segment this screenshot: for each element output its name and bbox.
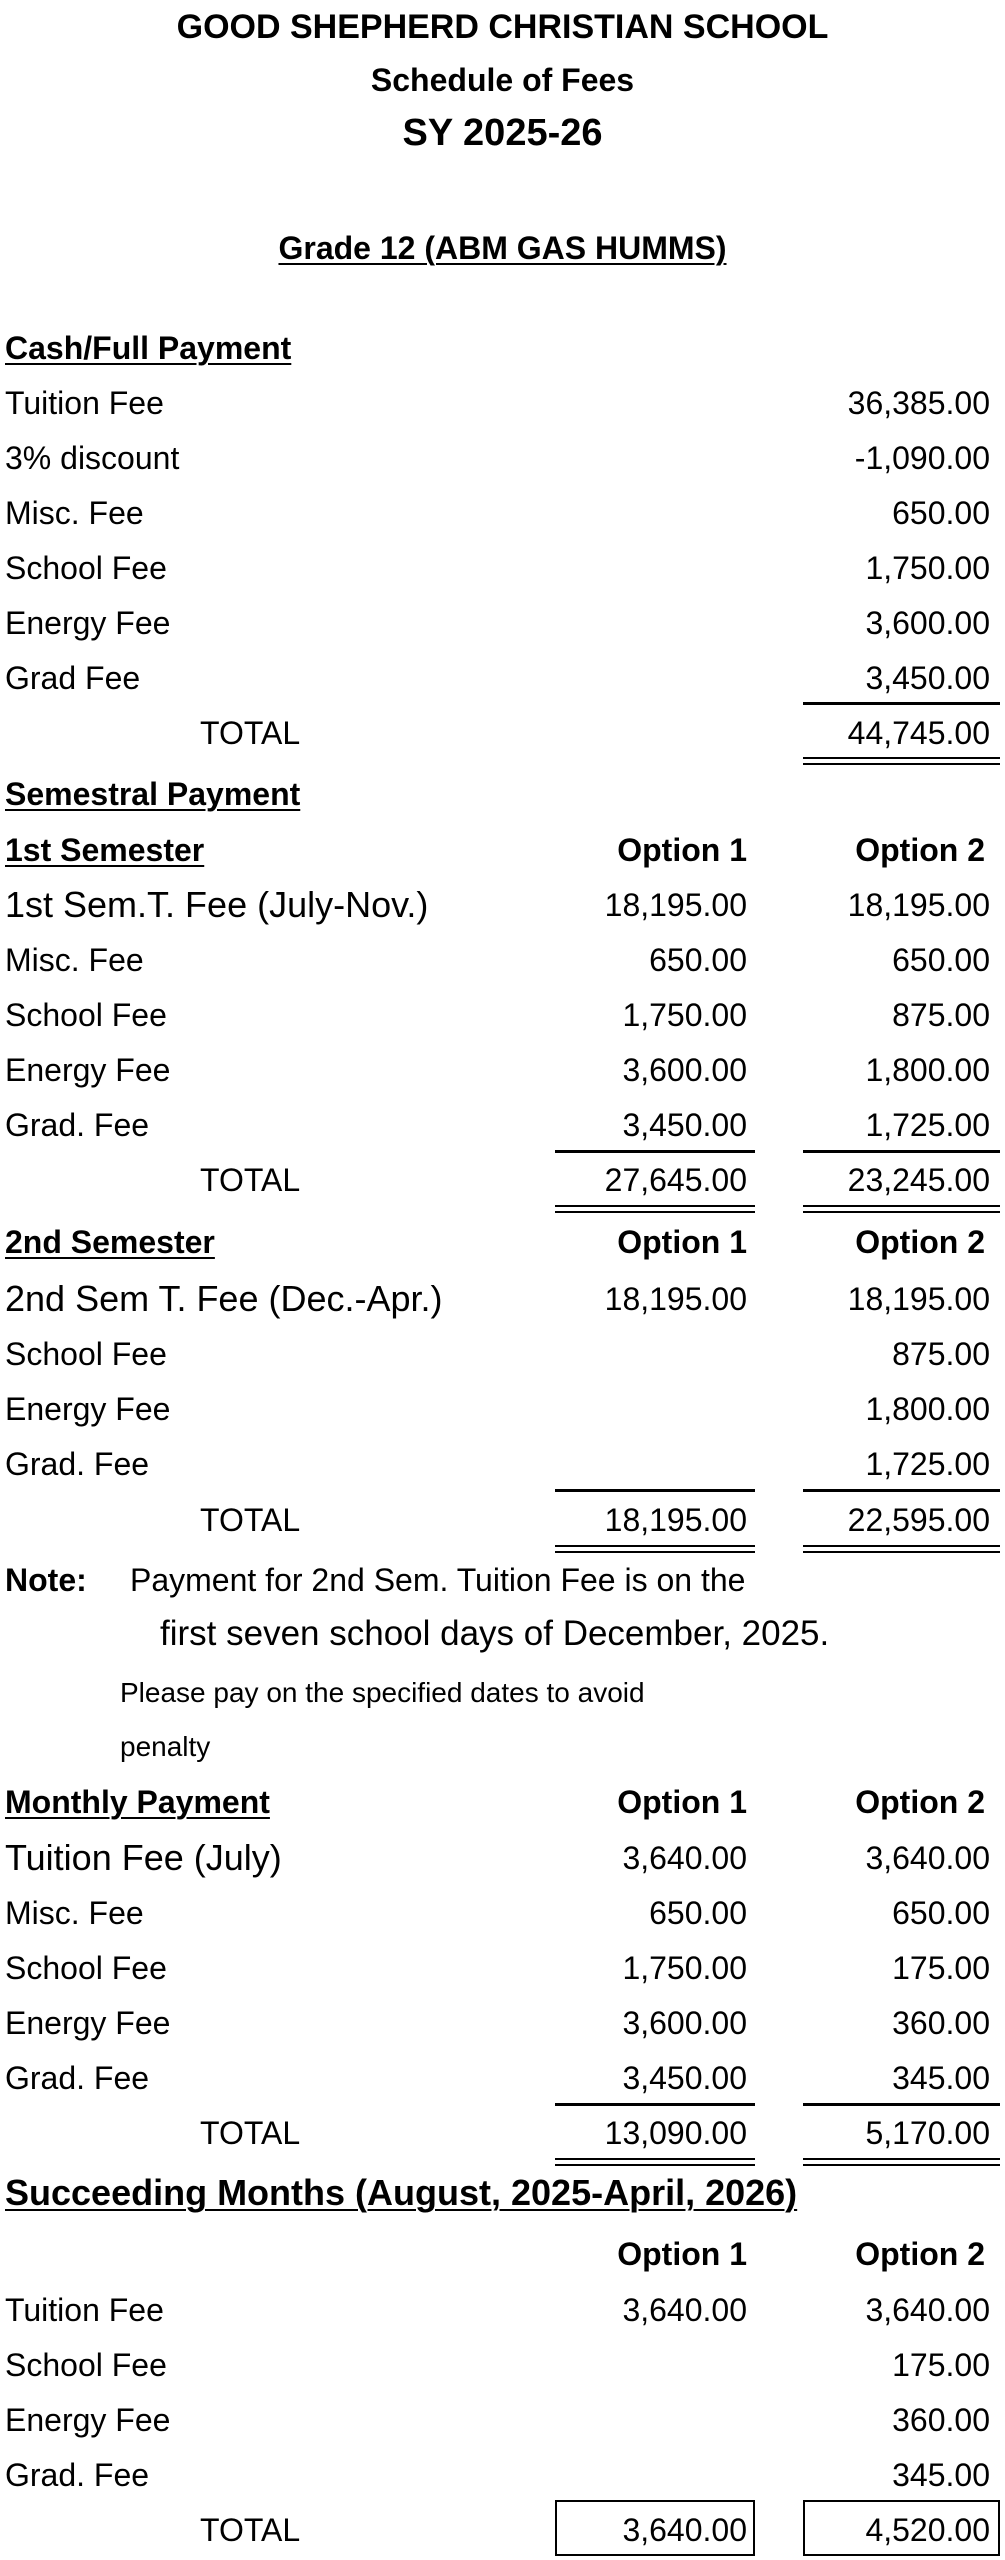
subtotal-rule — [555, 1489, 755, 1492]
monthly-option1-header: Option 1 — [617, 1784, 747, 1820]
sem1-row-option1: 3,450.00 — [622, 1107, 747, 1143]
sem2-row-option2: 18,195.00 — [847, 1281, 990, 1317]
sem1-row-label: 1st Sem.T. Fee (July-Nov.) — [5, 884, 429, 925]
sem2-row-label: Energy Fee — [5, 1391, 171, 1427]
sem2-total-option1: 18,195.00 — [604, 1502, 747, 1538]
cash-row-value: 650.00 — [892, 495, 990, 531]
cash-row-label: 3% discount — [5, 440, 180, 476]
monthly-total-option2: 5,170.00 — [865, 2115, 990, 2151]
succeeding-row-option2: 175.00 — [892, 2347, 990, 2383]
sem2-row-label: 2nd Sem T. Fee (Dec.-Apr.) — [5, 1278, 443, 1319]
succeeding-total-option2: 4,520.00 — [865, 2512, 990, 2548]
note-label: Note: — [5, 1562, 87, 1598]
sem1-row-label: Misc. Fee — [5, 942, 144, 978]
total-double-rule — [555, 1205, 755, 1213]
sem2-total-label: TOTAL — [200, 1502, 301, 1538]
cash-total-label: TOTAL — [200, 715, 301, 751]
succeeding-total-option1: 3,640.00 — [622, 2512, 747, 2548]
sem2-option2-header: Option 2 — [855, 1224, 985, 1260]
monthly-row-label: School Fee — [5, 1950, 167, 1986]
succeeding-row-label: Grad. Fee — [5, 2457, 150, 2493]
succeeding-row-option2: 345.00 — [892, 2457, 990, 2493]
monthly-option2-header: Option 2 — [855, 1784, 985, 1820]
cash-row-label: Tuition Fee — [5, 385, 164, 421]
monthly-total-option1: 13,090.00 — [604, 2115, 747, 2151]
succeeding-row-option1: 3,640.00 — [622, 2292, 747, 2328]
succeeding-row-label: Energy Fee — [5, 2402, 171, 2438]
sem1-row-option2: 1,800.00 — [865, 1052, 990, 1088]
document-subtitle: Schedule of Fees — [370, 62, 635, 98]
monthly-row-option2: 650.00 — [892, 1895, 990, 1931]
monthly-row-option1: 1,750.00 — [622, 1950, 747, 1986]
sem2-option1-header: Option 1 — [617, 1224, 747, 1260]
sem1-title: 1st Semester — [5, 832, 205, 868]
grade-title: Grade 12 (ABM GAS HUMMS) — [278, 230, 727, 266]
total-double-rule — [803, 1205, 1000, 1213]
cash-row-value: 36,385.00 — [847, 385, 990, 421]
sem1-total-option2: 23,245.00 — [847, 1162, 990, 1198]
cash-row-value: 3,450.00 — [865, 660, 990, 696]
sem1-row-option2: 18,195.00 — [847, 887, 990, 923]
sem1-row-label: Energy Fee — [5, 1052, 171, 1088]
monthly-row-option1: 650.00 — [649, 1895, 747, 1931]
school-name: GOOD SHEPHERD CHRISTIAN SCHOOL — [176, 8, 829, 46]
sem1-row-option1: 3,600.00 — [622, 1052, 747, 1088]
monthly-row-label: Grad. Fee — [5, 2060, 150, 2096]
total-double-rule — [555, 1545, 755, 1553]
monthly-row-option2: 3,640.00 — [865, 1840, 990, 1876]
sem1-row-option1: 650.00 — [649, 942, 747, 978]
succeeding-row-label: Tuition Fee — [5, 2292, 164, 2328]
sem2-row-label: School Fee — [5, 1336, 167, 1372]
sem1-option2-header: Option 2 — [855, 832, 985, 868]
monthly-row-label: Tuition Fee (July) — [5, 1837, 282, 1878]
sem1-total-option1: 27,645.00 — [604, 1162, 747, 1198]
sem1-row-label: Grad. Fee — [5, 1107, 150, 1143]
succeeding-row-option2: 360.00 — [892, 2402, 990, 2438]
succeeding-option1-header: Option 1 — [617, 2236, 747, 2272]
sem1-row-label: School Fee — [5, 997, 167, 1033]
monthly-row-label: Energy Fee — [5, 2005, 171, 2041]
note-line-3: Please pay on the specified dates to avoid — [120, 1677, 645, 1708]
monthly-row-option1: 3,640.00 — [622, 1840, 747, 1876]
subtotal-rule — [803, 2103, 1000, 2106]
sem2-total-option2: 22,595.00 — [847, 1502, 990, 1538]
cash-row-value: 1,750.00 — [865, 550, 990, 586]
sem2-row-option2: 1,725.00 — [865, 1446, 990, 1482]
subtotal-rule — [803, 1489, 1000, 1492]
sem2-title: 2nd Semester — [5, 1224, 215, 1260]
subtotal-rule — [803, 1150, 1000, 1153]
sem2-row-option2: 875.00 — [892, 1336, 990, 1372]
succeeding-row-label: School Fee — [5, 2347, 167, 2383]
cash-row-value: 3,600.00 — [865, 605, 990, 641]
cash-row-label: Misc. Fee — [5, 495, 144, 531]
monthly-row-label: Misc. Fee — [5, 1895, 144, 1931]
monthly-total-label: TOTAL — [200, 2115, 301, 2151]
semestral-section-title: Semestral Payment — [5, 776, 301, 812]
monthly-row-option2: 175.00 — [892, 1950, 990, 1986]
cash-row-label: Energy Fee — [5, 605, 171, 641]
total-double-rule — [555, 2158, 755, 2166]
sem2-row-option2: 1,800.00 — [865, 1391, 990, 1427]
note-line-1: Payment for 2nd Sem. Tuition Fee is on the — [130, 1562, 746, 1598]
succeeding-row-option2: 3,640.00 — [865, 2292, 990, 2328]
sem2-row-option1: 18,195.00 — [604, 1281, 747, 1317]
succeeding-section-title: Succeeding Months (August, 2025-April, 2026) — [5, 2172, 798, 2213]
succeeding-option2-header: Option 2 — [855, 2236, 985, 2272]
cash-row-label: School Fee — [5, 550, 167, 586]
note-line-2: first seven school days of December, 2025. — [160, 1614, 830, 1653]
sem1-row-option1: 1,750.00 — [622, 997, 747, 1033]
sem1-row-option1: 18,195.00 — [604, 887, 747, 923]
monthly-row-option1: 3,450.00 — [622, 2060, 747, 2096]
sem1-row-option2: 1,725.00 — [865, 1107, 990, 1143]
monthly-section-title: Monthly Payment — [5, 1784, 270, 1820]
succeeding-total-label: TOTAL — [200, 2512, 301, 2548]
sem1-row-option2: 875.00 — [892, 997, 990, 1033]
sem1-option1-header: Option 1 — [617, 832, 747, 868]
cash-row-value: -1,090.00 — [854, 440, 990, 476]
cash-row-label: Grad Fee — [5, 660, 141, 696]
monthly-row-option2: 345.00 — [892, 2060, 990, 2096]
total-double-rule — [803, 2158, 1000, 2166]
total-double-rule — [803, 1545, 1000, 1553]
monthly-row-option1: 3,600.00 — [622, 2005, 747, 2041]
sem1-row-option2: 650.00 — [892, 942, 990, 978]
cash-section-title: Cash/Full Payment — [5, 330, 292, 366]
school-year: SY 2025-26 — [402, 112, 603, 154]
subtotal-rule — [555, 2103, 755, 2106]
subtotal-rule — [803, 702, 1000, 705]
cash-total-value: 44,745.00 — [847, 715, 990, 751]
subtotal-rule — [555, 1150, 755, 1153]
sem1-total-label: TOTAL — [200, 1162, 301, 1198]
total-double-rule — [803, 757, 1000, 765]
sem2-row-label: Grad. Fee — [5, 1446, 150, 1482]
monthly-row-option2: 360.00 — [892, 2005, 990, 2041]
note-line-4: penalty — [120, 1731, 211, 1762]
